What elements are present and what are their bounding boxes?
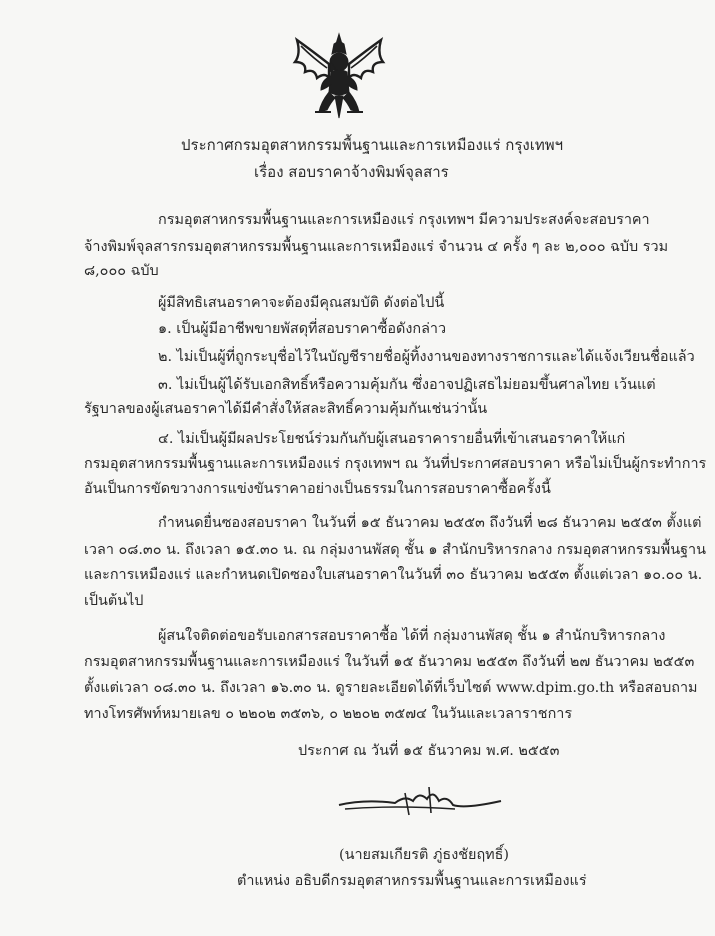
document-subject: เรื่อง สอบราคาจ้างพิมพ์จุลสาร xyxy=(254,163,449,181)
schedule-line: กำหนดยื่นซองสอบราคา ในวันที่ ๑๕ ธันวาคม ๒๕๕๓ ถึงวันที่ ๒๘ ธันวาคม ๒๕๕๓ ตั้งแต่ xyxy=(158,515,702,531)
signer-name: (นายสมเกียรติ ภู่ธงชัยฤทธิ์) xyxy=(339,847,510,863)
qualification-item: ๒. ไม่เป็นผู้ที่ถูกระบุชื่อไว้ในบัญชีรายชื่อผู้ทิ้งงานของทางราชการและได้แจ้งเวียนชื่อแล้ว xyxy=(158,349,695,365)
qualification-item: รัฐบาลของผู้เสนอราคาได้มีคำสั่งให้สละสิทธิ์ความคุ้มกันเช่นว่านั้น xyxy=(84,401,488,417)
contact-line: ตั้งแต่เวลา ๐๘.๓๐ น. ถึงเวลา ๑๖.๓๐ น. ดูรายละเอียดได้ที่เว็บไซต์ www.dpim.go.th หรือสอบถาม xyxy=(84,680,698,696)
garuda-emblem-icon xyxy=(291,32,387,120)
signature-icon xyxy=(335,775,505,825)
paragraph-line: จ้างพิมพ์จุลสารกรมอุตสาหกรรมพื้นฐานและการเหมืองแร่ จำนวน ๔ ครั้ง ๆ ละ ๒,๐๐๐ ฉบับ รวม xyxy=(84,239,669,255)
contact-line: ทางโทรศัพท์หมายเลข ๐ ๒๒๐๒ ๓๕๓๖, ๐ ๒๒๐๒ ๓๕๗๔ ในวันและเวลาราชการ xyxy=(84,706,573,722)
document-title: ประกาศกรมอุตสาหกรรมพื้นฐานและการเหมืองแร่ กรุงเทพฯ xyxy=(181,136,564,154)
qualifications-heading: ผู้มีสิทธิเสนอราคาจะต้องมีคุณสมบัติ ดังต่อไปนี้ xyxy=(158,295,445,311)
qualification-item: อันเป็นการขัดขวางการแข่งขันราคาอย่างเป็นธรรมในการสอบราคาซื้อครั้งนี้ xyxy=(84,481,551,497)
qualification-item: ๓. ไม่เป็นผู้ได้รับเอกสิทธิ์หรือความคุ้มกัน ซึ่งอาจปฏิเสธไม่ยอมขึ้นศาลไทย เว้นแต่ xyxy=(158,377,656,393)
schedule-line: และการเหมืองแร่ และกำหนดเปิดซองใบเสนอราคาในวันที่ ๓๐ ธันวาคม ๒๕๕๓ ตั้งแต่เวลา ๑๐.๐๐ น. xyxy=(84,567,703,583)
signer-position: ตำแหน่ง อธิบดีกรมอุตสาหกรรมพื้นฐานและการเหมืองแร่ xyxy=(237,873,587,889)
qualification-item: ๔. ไม่เป็นผู้มีผลประโยชน์ร่วมกันกับผู้เสนอราคารายอื่นที่เข้าเสนอราคาให้แก่ xyxy=(158,431,626,447)
announcement-date: ประกาศ ณ วันที่ ๑๕ ธันวาคม พ.ศ. ๒๕๕๓ xyxy=(298,743,560,759)
contact-line: ผู้สนใจติดต่อขอรับเอกสารสอบราคาซื้อ ได้ที่ กลุ่มงานพัสดุ ชั้น ๑ สำนักบริหารกลาง xyxy=(158,628,666,644)
qualification-item: ๑. เป็นผู้มีอาชีพขายพัสดุที่สอบราคาซื้อดังกล่าว xyxy=(158,321,447,337)
paragraph-line: กรมอุตสาหกรรมพื้นฐานและการเหมืองแร่ กรุงเทพฯ มีความประสงค์จะสอบราคา xyxy=(158,212,650,228)
schedule-line: เป็นต้นไป xyxy=(84,593,144,609)
qualification-item: กรมอุตสาหกรรมพื้นฐานและการเหมืองแร่ กรุงเทพฯ ณ วันที่ประกาศสอบราคา หรือไม่เป็นผู้กระทำการ xyxy=(84,456,707,472)
contact-line: กรมอุตสาหกรรมพื้นฐานและการเหมืองแร่ ในวันที่ ๑๕ ธันวาคม ๒๕๕๓ ถึงวันที่ ๒๗ ธันวาคม ๒๕๕๓ xyxy=(84,654,695,670)
paragraph-line: ๘,๐๐๐ ฉบับ xyxy=(84,263,159,279)
schedule-line: เวลา ๐๘.๓๐ น. ถึงเวลา ๑๕.๓๐ น. ณ กลุ่มงานพัสดุ ชั้น ๑ สำนักบริหารกลาง กรมอุตสาหกรรมพื้นฐาน xyxy=(84,542,706,558)
